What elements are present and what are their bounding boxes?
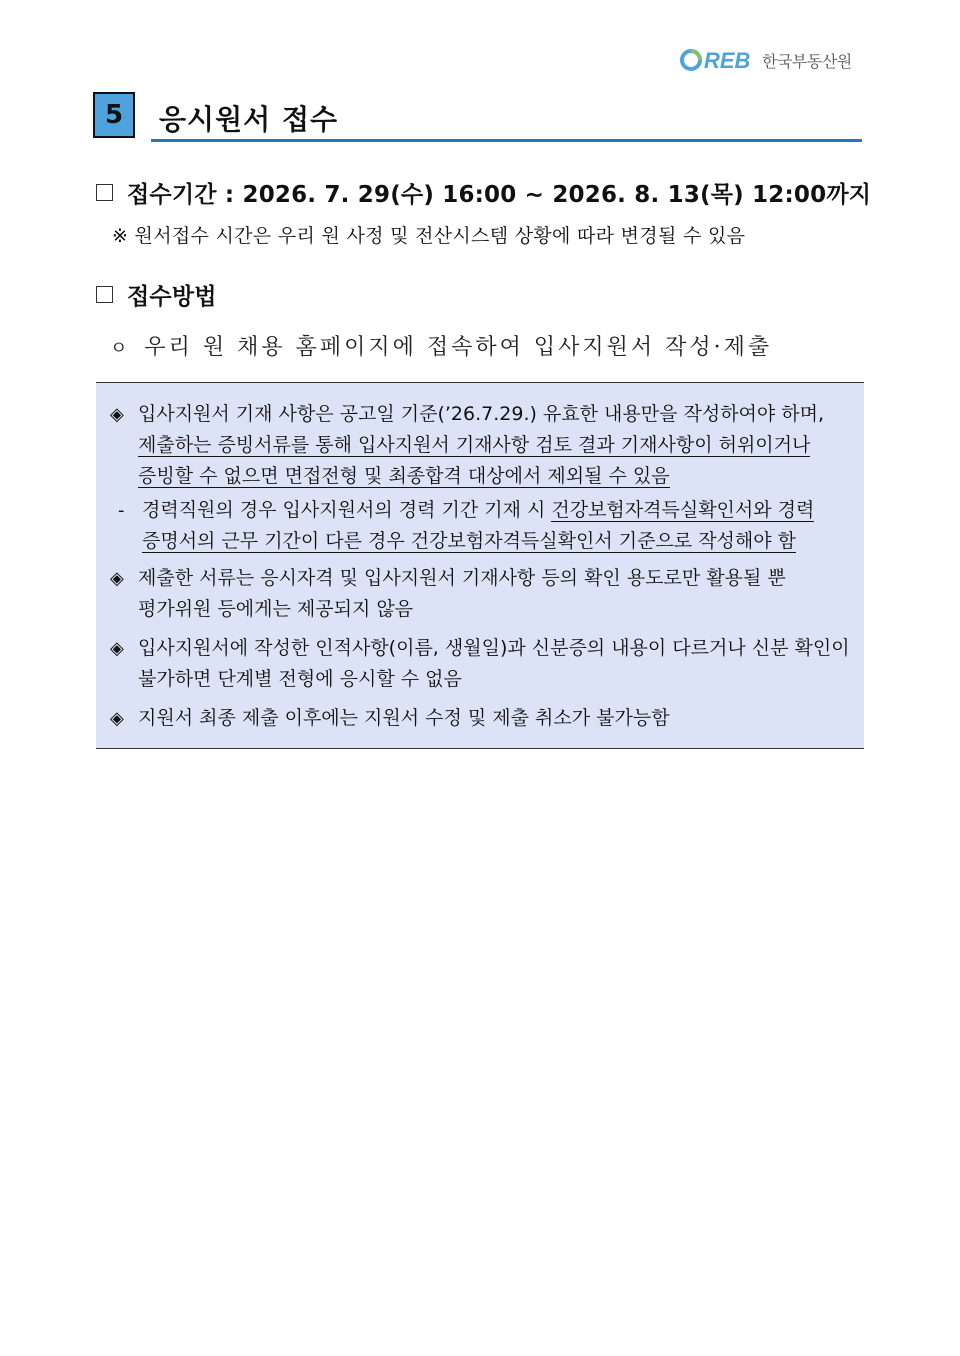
period-note: ※ 원서접수 시간은 우리 원 사정 및 전산시스템 상황에 따라 변경될 수 있음 bbox=[112, 225, 746, 247]
section-title: 응시원서 접수 bbox=[159, 103, 339, 136]
square-bullet-icon bbox=[96, 184, 113, 201]
square-bullet-icon bbox=[96, 286, 113, 303]
notice-item-2: ◈ 제출한 서류는 응시자격 및 입사지원서 기재사항 등의 확인 용도로만 활용될 뿐 평가위원 등에게는 제공되지 않음 bbox=[110, 563, 786, 625]
diamond-bullet-icon: ◈ bbox=[110, 568, 124, 589]
notice-subitem-1: - 경력직원의 경우 입사지원서의 경력 기간 기재 시 건강보험자격득실확인서와 경력 증명서의 근무 기간이 다른 경우 건강보험자격득실확인서 기준으로 작성해야 함 bbox=[118, 495, 814, 557]
notice-item-4: ◈ 지원서 최종 제출 이후에는 지원서 수정 및 제출 취소가 불가능함 bbox=[110, 703, 670, 734]
method-heading-row bbox=[96, 278, 217, 311]
diamond-bullet-icon: ◈ bbox=[110, 404, 124, 425]
logo-org-name: 한국부동산원 bbox=[762, 51, 852, 71]
reb-logo-icon bbox=[680, 47, 758, 73]
section-header bbox=[93, 92, 862, 144]
method-item-text: 우리 원 채용 홈페이지에 접속하여 입사지원서 작성·제출 bbox=[144, 335, 773, 360]
diamond-bullet-icon: ◈ bbox=[110, 638, 124, 659]
notice-box bbox=[96, 382, 864, 749]
period-heading: 접수기간 : 2026. 7. 29(수) 16:00 ~ 2026. 8. 13(목) 12:00까지 bbox=[127, 182, 872, 208]
notice-item-3: ◈ 입사지원서에 작성한 인적사항(이름, 생월일)과 신분증의 내용이 다르거나 신분 확인이 불가하면 단계별 전형에 응시할 수 없음 bbox=[110, 633, 850, 695]
company-logo bbox=[680, 46, 852, 74]
section-divider bbox=[151, 139, 862, 142]
period-heading-row bbox=[96, 176, 871, 209]
circle-bullet-icon: ㅇ bbox=[110, 338, 131, 359]
notice-item-1: ◈ 입사지원서 기재 사항은 공고일 기준(’26.7.29.) 유효한 내용만을 작성하여야 하며, 제출하는 증빙서류를 통해 입사지원서 기재사항 검토 결과 기재사항이 허위이거나 증빙할 수 없으면 면접전형 및 최종합격 대상에서 제외될 수 있음 bbox=[110, 399, 824, 492]
method-heading: 접수방법 bbox=[127, 284, 217, 310]
dash-bullet-icon: - bbox=[118, 500, 125, 521]
svg-text:REB: REB bbox=[704, 48, 751, 73]
section-number: 5 bbox=[93, 92, 135, 138]
diamond-bullet-icon: ◈ bbox=[110, 708, 124, 729]
method-item bbox=[110, 330, 772, 361]
